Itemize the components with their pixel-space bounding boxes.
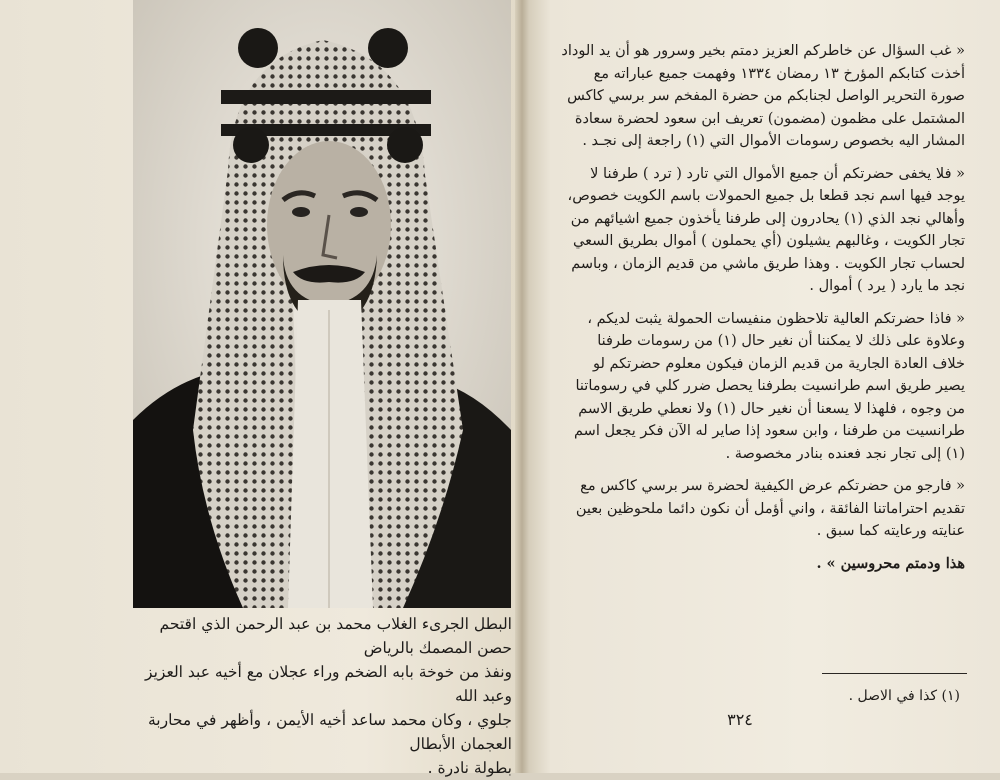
caption-line: بطولة نادرة .	[427, 759, 512, 777]
caption-line: جلوي ، وكان محمد ساعد أخيه الأيمن ، وأظهر في محاربة العجمان الأبطال	[148, 711, 512, 753]
letter-paragraph: « غب السؤال عن خاطركم العزيز دمتم بخير وسرور هو أن يد الوداد أخذت كتابكم المؤرخ ١٣ رمضان ١٣٣٤ وفهمت جميع عباراته مع صورة التحرير الواصل لجنابكم من حضرة المفخم سر برسي كاكس المشتمل على مظمون (مضمون) تعريف ابن سعود لحضرة سعادة المشار اليه بخصوص رسومات الأموال التي (١) راجعة إلى نجـد .	[561, 43, 965, 149]
book-gutter	[515, 0, 529, 773]
letter-paragraph: « فلا يخفى حضرتكم أن جميع الأموال التي تارد ( ترد ) طرفنا لا يوجد فيها اسم نجد قطعا بل جميع الحمولات باسم الكويت خصوص، وأهالي نجد الذي (١) يحادرون إلى طرفنا يأخذون جميع اشيائهم من تجار الكويت ، وغالبهم يشيلون (أي يحملون ) أموال بطريق السعي لحساب تجار الكويت . وهذا طريق ماشي من قديم الزمان ، وباسم نجد ما يارد ( يرد ) أموال .	[567, 165, 965, 294]
portrait-photo	[133, 0, 511, 608]
caption-line: ونفذ من خوخة بابه الضخم وراء عجلان مع أخيه عبد العزيز وعبد الله	[145, 663, 512, 705]
letter-text	[560, 40, 965, 585]
page-number: ٣٢٤	[727, 710, 753, 729]
letter-paragraph: « فارجو من حضرتكم عرض الكيفية لحضرة سر برسي كاكس مع تقديم احتراماتنا الفائقة ، واني أؤمل أن نكون دائما ملحوظين بعين عنايته ورعايته كما سبق .	[575, 478, 965, 539]
letter-paragraph: « فاذا حضرتكم العالية تلاحظون منفيسات الحمولة يثبت لديكم ، وعلاوة على ذلك لا يمكننا أن نغير حال (١) من رسومات طرفنا خلاف العادة الجارية من قديم الزمان فيكون معلوم حضرتكم لو يصير طريق اسم طرانسيت بطرفنا يحصل ضرر كلي في رسوماتنا من وجوه ، فلهذا لا يسعنا أن نغير حال (١) ولا نعطي طريق الاسم طرانسيت من طرفنا ، وابن سعود إذا صاير له الآن فكر يجعل اسم (١) إلى تجار نجد فعنده بنادر مخصوصة .	[574, 310, 965, 462]
photo-caption	[140, 612, 512, 780]
footnote: (١) كذا في الاصل .	[848, 688, 960, 704]
footnote-divider	[822, 673, 967, 674]
caption-line: البطل الجرىء الغلاب محمد بن عبد الرحمن الذي اقتحم حصن المصمك بالرياض	[159, 615, 512, 657]
letter-closing: هذا ودمتم محروسين » .	[816, 554, 965, 572]
